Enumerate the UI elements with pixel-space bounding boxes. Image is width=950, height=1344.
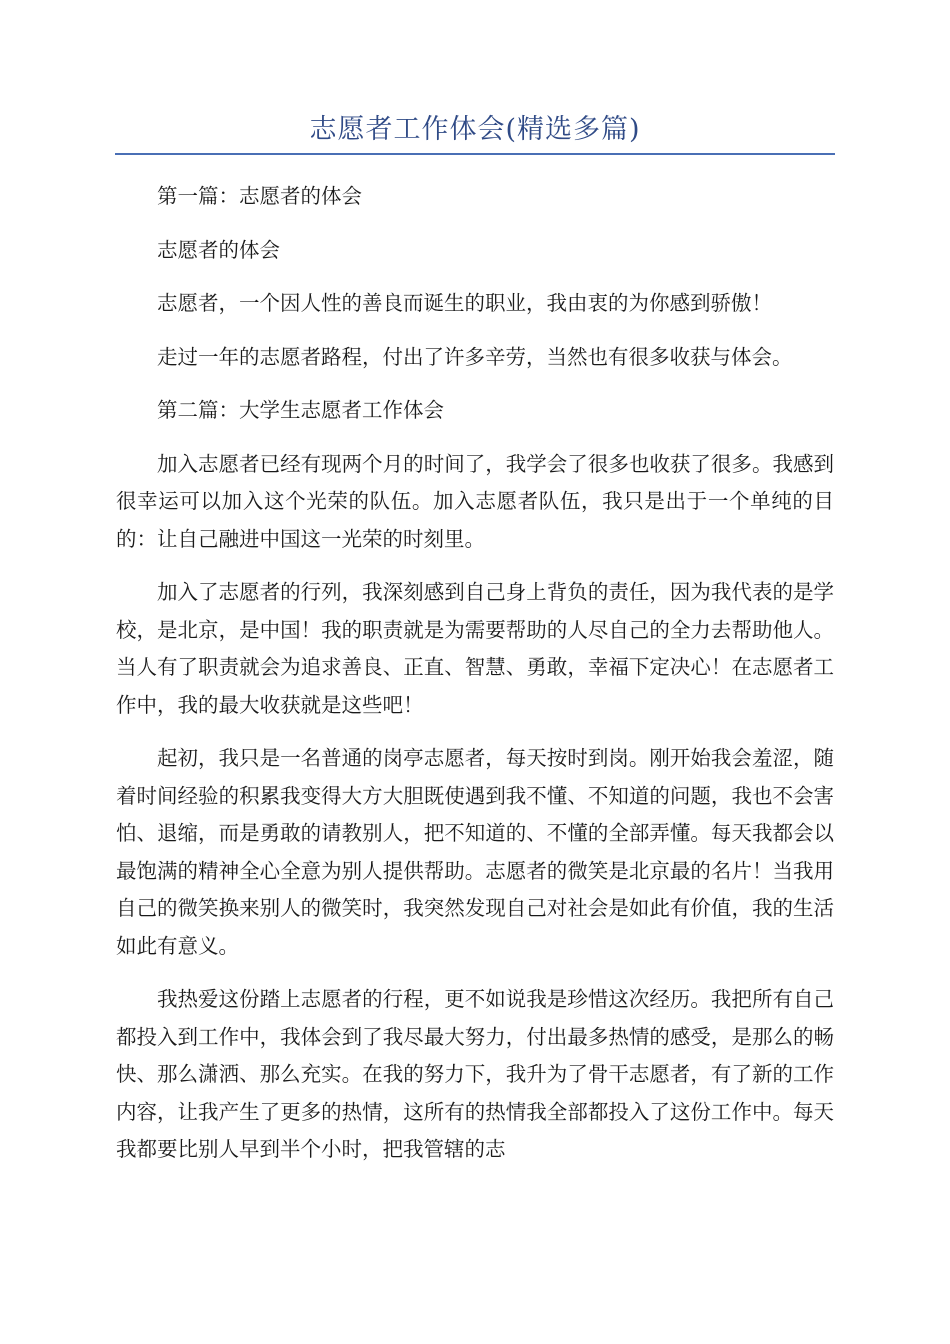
paragraph: 志愿者，一个因人性的善良而诞生的职业，我由衷的为你感到骄傲！ bbox=[157, 291, 772, 315]
heading-part-one: 第一篇：志愿者的体会 bbox=[157, 184, 362, 208]
paragraph: 加入志愿者已经有现两个月的时间了，我学会了很多也收获了很多。我感到很幸运可以加入这个光荣的队伍。加入志愿者队伍，我只是出于一个单纯的目的：让自己融进中国这一光荣的时刻里。 bbox=[116, 451, 834, 551]
paragraph: 加入了志愿者的行列，我深刻感到自己身上背负的责任，因为我代表的是学校，是北京，是中国！我的职责就是为需要帮助的人尽自己的全力去帮助他人。当人有了职责就会为追求善良、正直、智慧、勇敢，幸福下定决心！在志愿者工作中，我的最大收获就是这些吧！ bbox=[116, 580, 834, 717]
heading-part-two: 第二篇：大学生志愿者工作体会 bbox=[157, 398, 444, 422]
document-title: 志愿者工作体会(精选多篇) bbox=[309, 114, 641, 145]
paragraph: 起初，我只是一名普通的岗亭志愿者，每天按时到岗。刚开始我会羞涩，随着时间经验的积累我变得大方大胆既使遇到我不懂、不知道的问题，我也不会害怕、退缩，而是勇敢的请教别人，把不知道的、不懂的全部弄懂。每天我都会以最饱满的精神全心全意为别人提供帮助。志愿者的微笑是北京最的名片！当我用自己的微笑换来别人的微笑时，我突然发现自己对社会是如此有价值，我的生活如此有意义。 bbox=[116, 746, 834, 958]
document-body bbox=[116, 178, 834, 1185]
paragraph: 我热爱这份踏上志愿者的行程，更不如说我是珍惜这次经历。我把所有自己都投入到工作中，我体会到了我尽最大努力，付出最多热情的感受，是那么的畅快、那么潇洒、那么充实。在我的努力下，我升为了骨干志愿者，有了新的工作内容，让我产生了更多的热情，这所有的热情我全部都投入了这份工作中。每天我都要比别人早到半个小时，把我管辖的志 bbox=[116, 987, 834, 1161]
subheading: 志愿者的体会 bbox=[157, 237, 280, 262]
paragraph: 走过一年的志愿者路程，付出了许多辛劳，当然也有很多收获与体会。 bbox=[157, 344, 793, 369]
title-underline bbox=[115, 153, 835, 155]
